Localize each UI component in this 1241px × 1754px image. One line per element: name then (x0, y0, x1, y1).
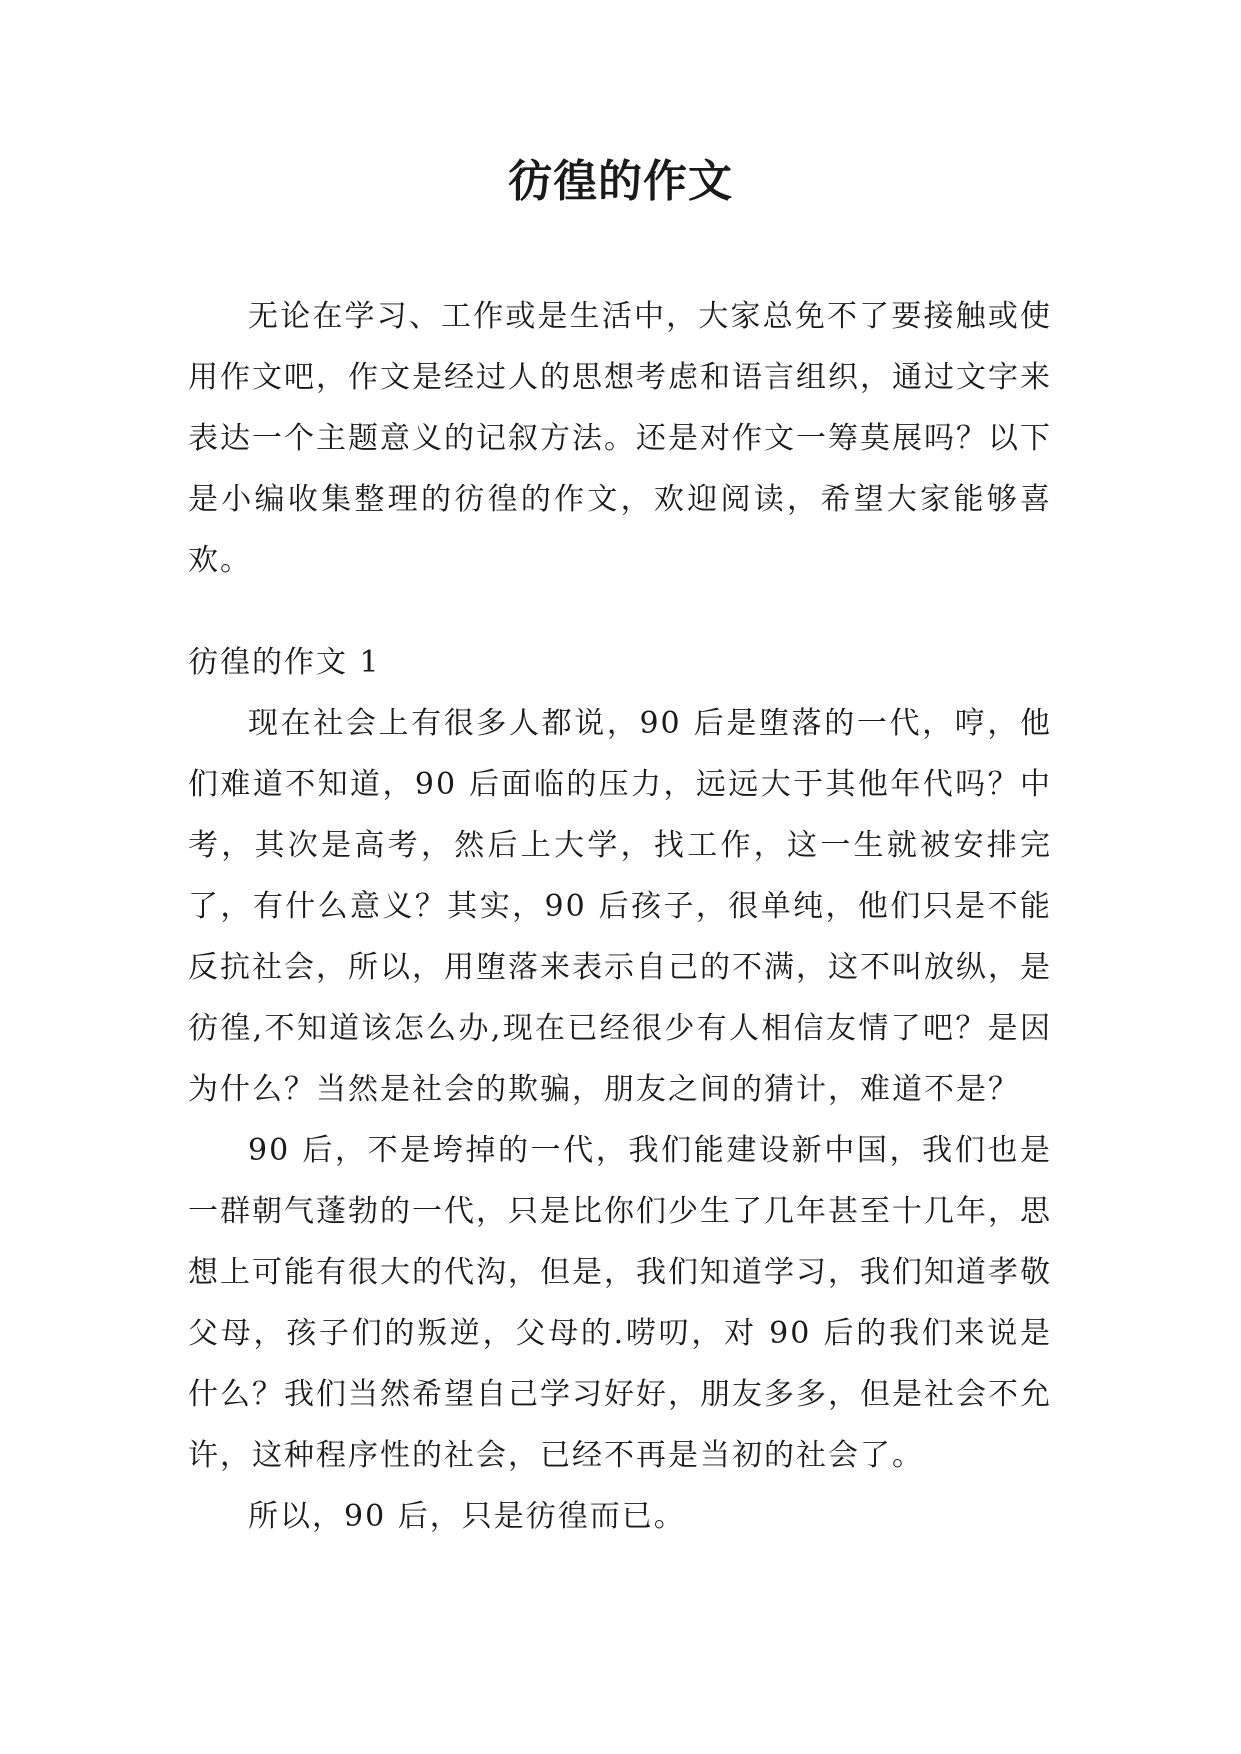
essay-paragraph: 现在社会上有很多人都说，90 后是堕落的一代，哼，他们难道不知道，90 后面临的压力，远远大于其他年代吗？中考，其次是高考，然后上大学，找工作，这一生就被安排完了，有什么意义？其实，90 后孩子，很单纯，他们只是不能反抗社会，所以，用堕落来表示自己的不满，这不叫放纵，是彷徨,不知道该怎么办,现在已经很少有人相信友情了吧？是因为什么？当然是社会的欺骗，朋友之间的猜计，难道不是？ (188, 706, 1052, 1107)
document-title: 彷徨的作文 (508, 156, 733, 207)
intro-section (188, 286, 1052, 591)
section-heading: 彷徨的作文 1 (188, 645, 381, 680)
essay-paragraph: 所以，90 后，只是彷徨而已。 (248, 1499, 686, 1534)
essay-paragraph: 90 后，不是垮掉的一代，我们能建设新中国，我们也是一群朝气蓬勃的一代，只是比你们少生了几年甚至十几年，思想上可能有很大的代沟，但是，我们知道学习，我们知道孝敬父母，孩子们的叛逆，父母的.唠叨，对 90 后的我们来说是什么？我们当然希望自己学习好好，朋友多多，但是社会不允许，这种程序性的社会，已经不再是当初的社会了。 (188, 1133, 1052, 1473)
essay-body (188, 693, 1052, 1547)
intro-paragraph: 无论在学习、工作或是生活中，大家总免不了要接触或使用作文吧，作文是经过人的思想考虑和语言组织，通过文字来表达一个主题意义的记叙方法。还是对作文一筹莫展吗？以下是小编收集整理的彷徨的作文，欢迎阅读，希望大家能够喜欢。 (188, 299, 1052, 578)
